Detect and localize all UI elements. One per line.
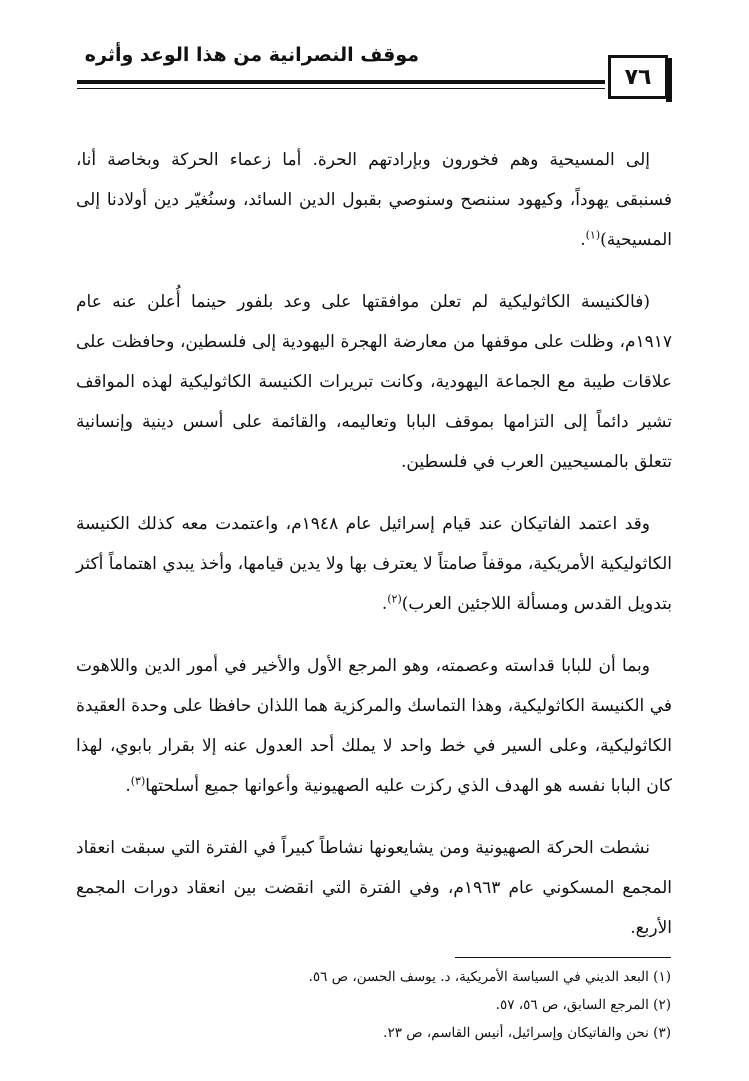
- paragraph-text: وبما أن للبابا قداسته وعصمته، وهو المرجع الأول والأخير في أمور الدين واللاهوت في الكنيسة الكاثوليكية، وهذا التماسك والمركزية هما اللذان حافظا على وحدة العقيدة الكاثوليكية، وعلى السير في خط واحد لا يملك أحد العدول عنه إلا بقرار بابوي، لهذا كان البابا نفسه هو الهدف الذي ركزت عليه الصهيونية وأعوانها جميع أسلحتها: [76, 656, 672, 796]
- paragraph-1: [76, 140, 672, 260]
- paragraph-tail: .: [580, 230, 586, 250]
- paragraph-4: [76, 646, 672, 806]
- page-number: ٧٦: [624, 64, 652, 90]
- paragraph-2: [76, 282, 672, 482]
- footnote-1: (١) البعد الديني في السياسة الأمريكية، د. يوسف الحسن، ص ٥٦.: [308, 969, 671, 985]
- paragraph-text: نشطت الحركة الصهيونية ومن يشايعونها نشاطاً كبيراً في الفترة التي سبقت انعقاد المجمع المسكوني عام ١٩٦٣م، وفي الفترة التي انقضت بين انعقاد دورات المجمع الأربع.: [76, 838, 672, 938]
- footnotes: [75, 963, 671, 1047]
- page-number-box: [608, 55, 668, 99]
- footnote-3: (٣) نحن والفاتيكان وإسرائيل، أنيس القاسم، ص ٢٣.: [383, 1025, 671, 1041]
- header-rule-thick: [77, 80, 605, 84]
- body-text: [76, 140, 672, 970]
- paragraph-5: [76, 828, 672, 948]
- footnote-ref-3[interactable]: (٣): [130, 774, 146, 788]
- paragraph-text: (فالكنيسة الكاثوليكية لم تعلن موافقتها على وعد بلفور حينما أُعلن عنه عام ١٩١٧م، وظلت على موقفها من معارضة الهجرة اليهودية إلى فلسطين، وحافظت على علاقات طيبة مع الجماعة اليهودية، وكانت تبريرات الكنيسة الكاثوليكية لهذه المواقف تشير دائماً إلى التزامها بموقف البابا وتعاليمه، والقائمة على أسس دينية وإنسانية تتعلق بالمسيحيين العرب في فلسطين.: [76, 292, 672, 472]
- running-title: موقف النصرانية من هذا الوعد وأثره: [84, 44, 419, 66]
- paragraph-tail: .: [125, 776, 131, 796]
- footnote-ref-1[interactable]: (١): [585, 228, 601, 242]
- paragraph-text: إلى المسيحية وهم فخورون وبإرادتهم الحرة. أما زعماء الحركة وبخاصة أنا، فسنبقى يهوداً، وكيهود سننصح وسنوصي بقبول الدين السائد، وسنُغيّر دين أولادنا إلى المسيحية): [76, 150, 672, 250]
- footnote-ref-2[interactable]: (٢): [387, 592, 402, 606]
- paragraph-3: [76, 504, 672, 624]
- footnote-2: (٢) المرجع السابق، ص ٥٦، ٥٧.: [495, 997, 671, 1013]
- footnote-separator: [455, 957, 671, 958]
- paragraph-tail: .: [381, 594, 388, 614]
- header-rule-thin: [77, 88, 605, 89]
- paragraph-text: وقد اعتمد الفاتيكان عند قيام إسرائيل عام ١٩٤٨م، واعتمدت معه كذلك الكنيسة الكاثوليكية الأمريكية، موقفاً صامتاً لا يعترف بها ولا يدين قيامها، وأخذ يبدي اهتماماً أكثر بتدويل القدس ومسألة اللاجئين العرب): [76, 514, 672, 614]
